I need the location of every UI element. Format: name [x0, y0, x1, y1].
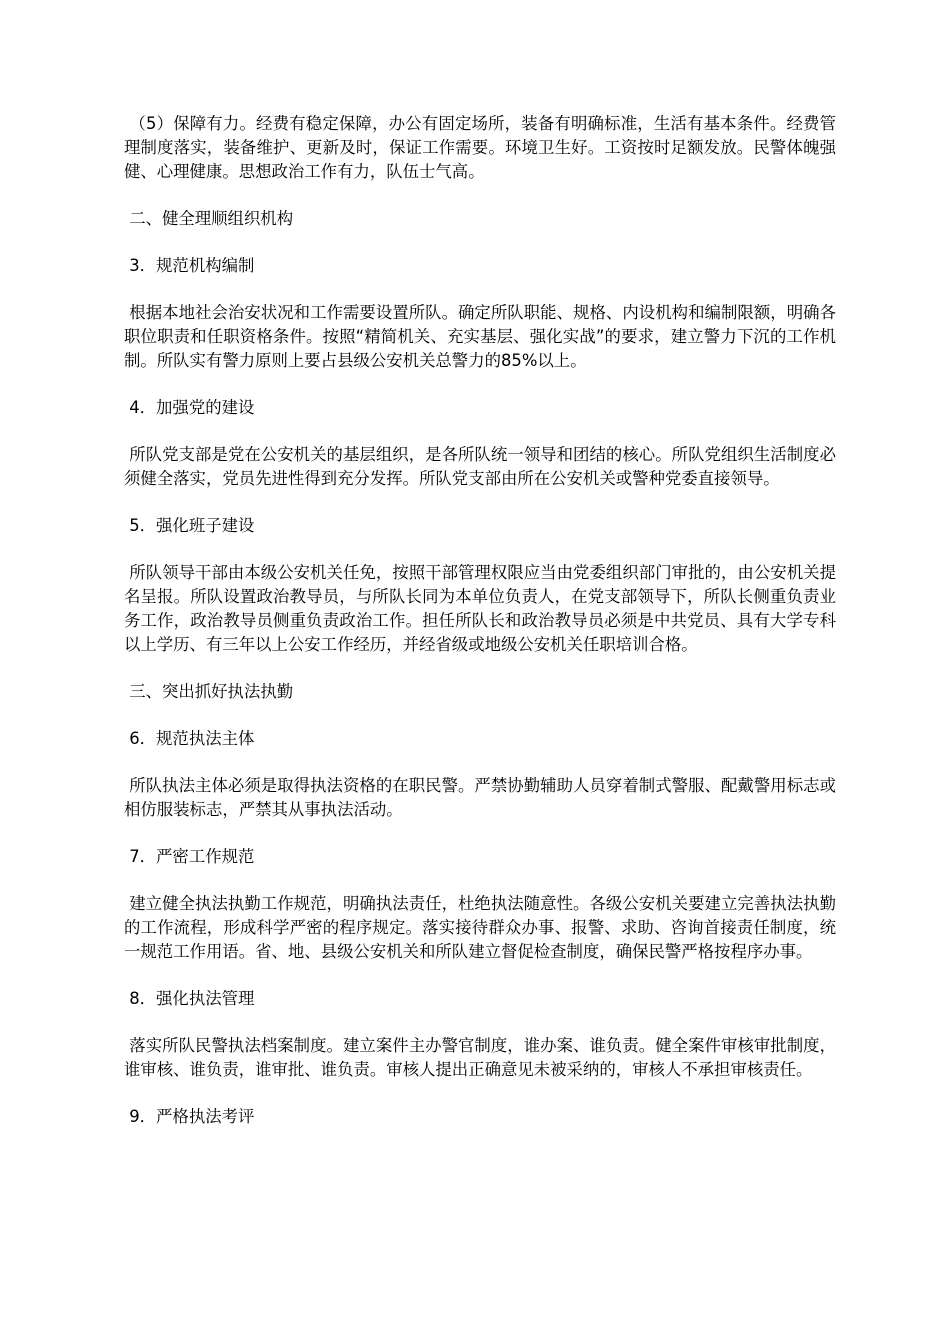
- paragraph-party-building: 所队党支部是党在公安机关的基层组织，是各所队统一领导和团结的核心。所队党组织生活制度必须健全落实，党员先进性得到充分发挥。所队党支部由所在公安机关或警种党委直接领导。: [124, 445, 836, 488]
- subheading-enforcement-evaluation: 9．严格执法考评: [124, 1107, 255, 1126]
- paragraph-leadership: 所队领导干部由本级公安机关任免，按照干部管理权限应当由党委组织部门审批的，由公安机关提名呈报。所队设置政治教导员，与所队长同为本单位负责人，在党支部领导下，所队长侧重负责业务工作，政治教导员侧重负责政治工作。担任所队长和政治教导员必须是中共党员、具有大学专科以上学历、有三年以上公安工作经历，并经省级或地级公安机关任职培训合格。: [124, 563, 836, 654]
- subheading-work-norms: 7．严密工作规范: [124, 847, 255, 866]
- document-page: [124, 112, 836, 1152]
- subheading-enforcement-subject: 6．规范执法主体: [124, 729, 255, 748]
- paragraph-work-norms: 建立健全执法执勤工作规范，明确执法责任，杜绝执法随意性。各级公安机关要建立完善执法执勤的工作流程，形成科学严密的程序规定。落实接待群众办事、报警、求助、咨询首接责任制度，统一规范工作用语。省、地、县级公安机关和所队建立督促检查制度，确保民警严格按程序办事。: [124, 894, 836, 961]
- paragraph-staffing: 根据本地社会治安状况和工作需要设置所队。确定所队职能、规格、内设机构和编制限额，明确各职位职责和任职资格条件。按照“精简机关、充实基层、强化实战”的要求，建立警力下沉的工作机制。所队实有警力原则上要占县级公安机关总警力的85%以上。: [124, 303, 836, 370]
- subheading-leadership: 5．强化班子建设: [124, 516, 255, 535]
- section-heading-law-enforcement: 三、突出抓好执法执勤: [124, 682, 294, 701]
- subheading-enforcement-management: 8．强化执法管理: [124, 989, 255, 1008]
- paragraph-safeguards: （5）保障有力。经费有稳定保障，办公有固定场所，装备有明确标准，生活有基本条件。经费管理制度落实，装备维护、更新及时，保证工作需要。环境卫生好。工资按时足额发放。民警体魄强健、心理健康。思想政治工作有力，队伍士气高。: [124, 114, 836, 181]
- paragraph-enforcement-management: 落实所队民警执法档案制度。建立案件主办警官制度，谁办案、谁负责。健全案件审核审批制度，谁审核、谁负责，谁审批、谁负责。审核人提出正确意见未被采纳的，审核人不承担审核责任。: [124, 1036, 836, 1079]
- subheading-party-building: 4．加强党的建设: [124, 398, 255, 417]
- section-heading-organization: 二、健全理顺组织机构: [124, 209, 294, 228]
- paragraph-enforcement-subject: 所队执法主体必须是取得执法资格的在职民警。严禁协勤辅助人员穿着制式警服、配戴警用标志或相仿服装标志，严禁其从事执法活动。: [124, 776, 836, 819]
- subheading-staffing: 3．规范机构编制: [124, 256, 255, 275]
